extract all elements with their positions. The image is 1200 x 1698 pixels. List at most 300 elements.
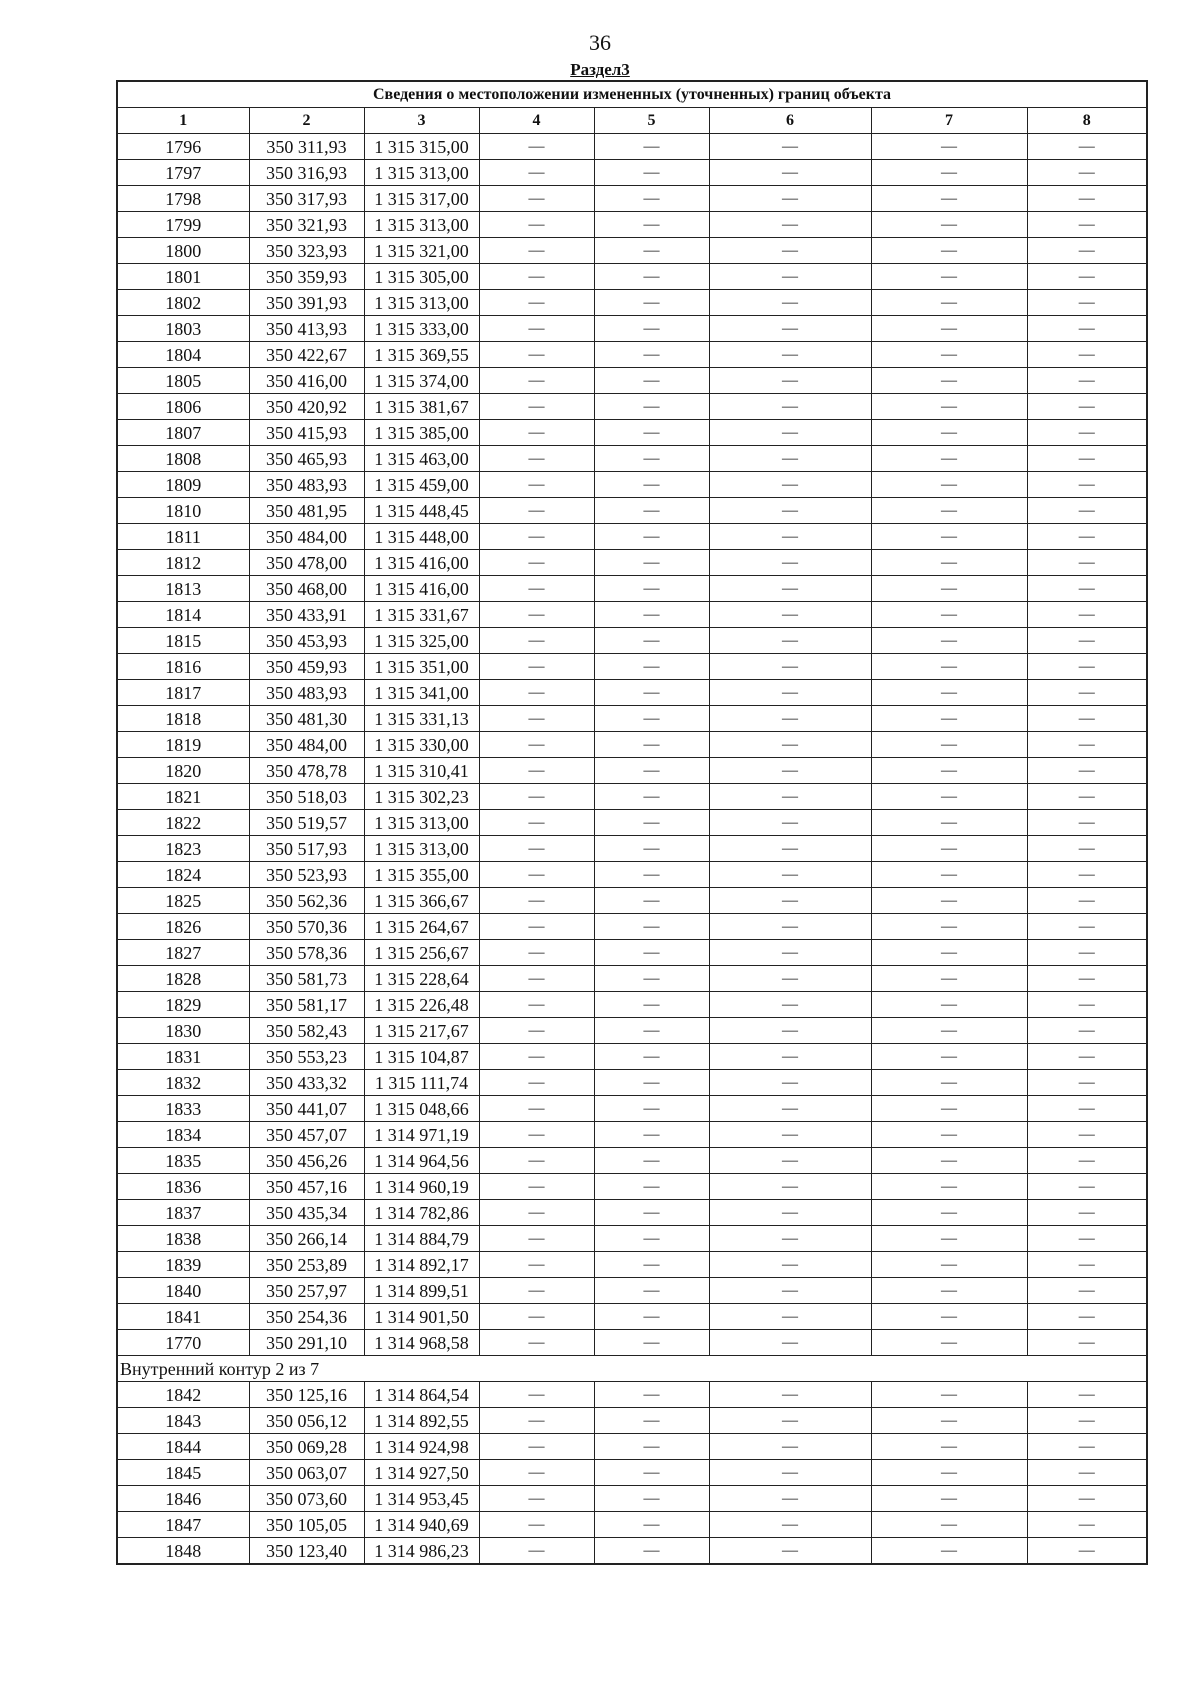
x-coordinate-cell: 350 056,12 — [249, 1408, 364, 1434]
dash-cell: — — [479, 550, 594, 576]
dash-cell: — — [1027, 1148, 1147, 1174]
point-number-cell: 1819 — [117, 732, 249, 758]
dash-cell: — — [709, 186, 871, 212]
dash-cell: — — [1027, 342, 1147, 368]
dash-cell: — — [594, 1044, 709, 1070]
point-number-cell: 1797 — [117, 160, 249, 186]
table-row — [117, 524, 1147, 550]
dash-cell: — — [479, 1070, 594, 1096]
dash-cell: — — [594, 290, 709, 316]
dash-cell: — — [871, 368, 1027, 394]
point-number-cell: 1848 — [117, 1538, 249, 1565]
x-coordinate-cell: 350 478,78 — [249, 758, 364, 784]
dash-cell: — — [871, 966, 1027, 992]
dash-cell: — — [594, 446, 709, 472]
x-coordinate-cell: 350 484,00 — [249, 524, 364, 550]
dash-cell: — — [1027, 888, 1147, 914]
inner-contour-subheading: Внутренний контур 2 из 7 — [117, 1356, 1147, 1382]
dash-cell: — — [594, 888, 709, 914]
x-coordinate-cell: 350 422,67 — [249, 342, 364, 368]
point-number-cell: 1829 — [117, 992, 249, 1018]
dash-cell: — — [594, 420, 709, 446]
dash-cell: — — [871, 888, 1027, 914]
dash-cell: — — [1027, 706, 1147, 732]
x-coordinate-cell: 350 581,73 — [249, 966, 364, 992]
dash-cell: — — [709, 758, 871, 784]
dash-cell: — — [709, 784, 871, 810]
dash-cell: — — [479, 1460, 594, 1486]
dash-cell: — — [1027, 472, 1147, 498]
x-coordinate-cell: 350 457,16 — [249, 1174, 364, 1200]
dash-cell: — — [479, 212, 594, 238]
point-number-cell: 1824 — [117, 862, 249, 888]
column-header-1: 1 — [117, 108, 249, 134]
dash-cell: — — [871, 1018, 1027, 1044]
dash-cell: — — [1027, 238, 1147, 264]
dash-cell: — — [479, 316, 594, 342]
table-row — [117, 1486, 1147, 1512]
table-row — [117, 1278, 1147, 1304]
y-coordinate-cell: 1 315 313,00 — [364, 290, 479, 316]
point-number-cell: 1810 — [117, 498, 249, 524]
point-number-cell: 1816 — [117, 654, 249, 680]
dash-cell: — — [709, 914, 871, 940]
table-row — [117, 1122, 1147, 1148]
point-number-cell: 1815 — [117, 628, 249, 654]
point-number-cell: 1806 — [117, 394, 249, 420]
dash-cell: — — [1027, 966, 1147, 992]
x-coordinate-cell: 350 069,28 — [249, 1434, 364, 1460]
dash-cell: — — [479, 862, 594, 888]
dash-cell: — — [479, 992, 594, 1018]
y-coordinate-cell: 1 315 302,23 — [364, 784, 479, 810]
dash-cell: — — [479, 836, 594, 862]
dash-cell: — — [479, 472, 594, 498]
x-coordinate-cell: 350 359,93 — [249, 264, 364, 290]
dash-cell: — — [709, 732, 871, 758]
dash-cell: — — [709, 1200, 871, 1226]
dash-cell: — — [709, 134, 871, 160]
dash-cell: — — [479, 576, 594, 602]
point-number-cell: 1837 — [117, 1200, 249, 1226]
point-number-cell: 1841 — [117, 1304, 249, 1330]
dash-cell: — — [709, 1070, 871, 1096]
dash-cell: — — [709, 576, 871, 602]
dash-cell: — — [479, 602, 594, 628]
dash-cell: — — [1027, 680, 1147, 706]
x-coordinate-cell: 350 517,93 — [249, 836, 364, 862]
point-number-cell: 1804 — [117, 342, 249, 368]
dash-cell: — — [871, 784, 1027, 810]
table-row — [117, 1252, 1147, 1278]
dash-cell: — — [479, 1486, 594, 1512]
dash-cell: — — [479, 628, 594, 654]
x-coordinate-cell: 350 257,97 — [249, 1278, 364, 1304]
table-row — [117, 1330, 1147, 1356]
table-row — [117, 550, 1147, 576]
dash-cell: — — [709, 888, 871, 914]
dash-cell: — — [1027, 940, 1147, 966]
dash-cell: — — [709, 264, 871, 290]
x-coordinate-cell: 350 123,40 — [249, 1538, 364, 1565]
dash-cell: — — [594, 862, 709, 888]
point-number-cell: 1842 — [117, 1382, 249, 1408]
table-row — [117, 1070, 1147, 1096]
dash-cell: — — [709, 498, 871, 524]
point-number-cell: 1831 — [117, 1044, 249, 1070]
dash-cell: — — [479, 368, 594, 394]
table-row — [117, 420, 1147, 446]
point-number-cell: 1796 — [117, 134, 249, 160]
dash-cell: — — [479, 784, 594, 810]
dash-cell: — — [594, 1070, 709, 1096]
dash-cell: — — [479, 914, 594, 940]
x-coordinate-cell: 350 316,93 — [249, 160, 364, 186]
x-coordinate-cell: 350 562,36 — [249, 888, 364, 914]
table-row — [117, 1018, 1147, 1044]
point-number-cell: 1801 — [117, 264, 249, 290]
dash-cell: — — [709, 680, 871, 706]
dash-cell: — — [594, 628, 709, 654]
x-coordinate-cell: 350 441,07 — [249, 1096, 364, 1122]
dash-cell: — — [594, 784, 709, 810]
table-caption: Сведения о местоположении измененных (уточненных) границ объекта — [117, 81, 1147, 108]
point-number-cell: 1836 — [117, 1174, 249, 1200]
dash-cell: — — [479, 1434, 594, 1460]
dash-cell: — — [594, 186, 709, 212]
dash-cell: — — [1027, 758, 1147, 784]
dash-cell: — — [709, 1460, 871, 1486]
point-number-cell: 1811 — [117, 524, 249, 550]
y-coordinate-cell: 1 315 313,00 — [364, 836, 479, 862]
x-coordinate-cell: 350 391,93 — [249, 290, 364, 316]
dash-cell: — — [594, 1434, 709, 1460]
dash-cell: — — [871, 576, 1027, 602]
x-coordinate-cell: 350 578,36 — [249, 940, 364, 966]
dash-cell: — — [1027, 1200, 1147, 1226]
dash-cell: — — [479, 290, 594, 316]
column-header-5: 5 — [594, 108, 709, 134]
table-body-main — [117, 134, 1147, 1356]
x-coordinate-cell: 350 468,00 — [249, 576, 364, 602]
dash-cell: — — [479, 264, 594, 290]
dash-cell: — — [594, 524, 709, 550]
x-coordinate-cell: 350 453,93 — [249, 628, 364, 654]
dash-cell: — — [709, 368, 871, 394]
column-header-4: 4 — [479, 108, 594, 134]
dash-cell: — — [1027, 498, 1147, 524]
point-number-cell: 1802 — [117, 290, 249, 316]
dash-cell: — — [594, 1148, 709, 1174]
x-coordinate-cell: 350 484,00 — [249, 732, 364, 758]
table-row — [117, 394, 1147, 420]
y-coordinate-cell: 1 315 366,67 — [364, 888, 479, 914]
table-body-inner-contour — [117, 1382, 1147, 1565]
x-coordinate-cell: 350 481,30 — [249, 706, 364, 732]
y-coordinate-cell: 1 314 986,23 — [364, 1538, 479, 1565]
dash-cell: — — [594, 160, 709, 186]
dash-cell: — — [709, 1538, 871, 1565]
x-coordinate-cell: 350 416,00 — [249, 368, 364, 394]
dash-cell: — — [871, 992, 1027, 1018]
dash-cell: — — [871, 238, 1027, 264]
dash-cell: — — [709, 212, 871, 238]
table-row — [117, 1434, 1147, 1460]
dash-cell: — — [479, 680, 594, 706]
x-coordinate-cell: 350 254,36 — [249, 1304, 364, 1330]
dash-cell: — — [871, 1200, 1027, 1226]
dash-cell: — — [479, 1226, 594, 1252]
x-coordinate-cell: 350 581,17 — [249, 992, 364, 1018]
dash-cell: — — [1027, 186, 1147, 212]
column-header-2: 2 — [249, 108, 364, 134]
column-header-row — [117, 108, 1147, 134]
x-coordinate-cell: 350 253,89 — [249, 1252, 364, 1278]
dash-cell: — — [709, 602, 871, 628]
column-header-3: 3 — [364, 108, 479, 134]
dash-cell: — — [479, 1252, 594, 1278]
dash-cell: — — [594, 134, 709, 160]
dash-cell: — — [709, 1226, 871, 1252]
dash-cell: — — [709, 1018, 871, 1044]
dash-cell: — — [479, 1200, 594, 1226]
point-number-cell: 1835 — [117, 1148, 249, 1174]
y-coordinate-cell: 1 314 782,86 — [364, 1200, 479, 1226]
dash-cell: — — [1027, 264, 1147, 290]
y-coordinate-cell: 1 314 940,69 — [364, 1512, 479, 1538]
dash-cell: — — [1027, 810, 1147, 836]
y-coordinate-cell: 1 315 228,64 — [364, 966, 479, 992]
dash-cell: — — [594, 1408, 709, 1434]
dash-cell: — — [709, 862, 871, 888]
point-number-cell: 1839 — [117, 1252, 249, 1278]
dash-cell: — — [871, 628, 1027, 654]
y-coordinate-cell: 1 314 892,55 — [364, 1408, 479, 1434]
dash-cell: — — [871, 758, 1027, 784]
x-coordinate-cell: 350 073,60 — [249, 1486, 364, 1512]
dash-cell: — — [479, 420, 594, 446]
dash-cell: — — [1027, 914, 1147, 940]
dash-cell: — — [594, 316, 709, 342]
y-coordinate-cell: 1 315 459,00 — [364, 472, 479, 498]
dash-cell: — — [1027, 446, 1147, 472]
dash-cell: — — [594, 498, 709, 524]
dash-cell: — — [871, 1226, 1027, 1252]
y-coordinate-cell: 1 315 355,00 — [364, 862, 479, 888]
x-coordinate-cell: 350 456,26 — [249, 1148, 364, 1174]
dash-cell: — — [1027, 1070, 1147, 1096]
dash-cell: — — [594, 992, 709, 1018]
dash-cell: — — [1027, 160, 1147, 186]
dash-cell: — — [871, 706, 1027, 732]
dash-cell: — — [1027, 1486, 1147, 1512]
dash-cell: — — [709, 966, 871, 992]
y-coordinate-cell: 1 315 463,00 — [364, 446, 479, 472]
table-row — [117, 1304, 1147, 1330]
dash-cell: — — [479, 1330, 594, 1356]
dash-cell: — — [709, 1122, 871, 1148]
table-row — [117, 1226, 1147, 1252]
point-number-cell: 1845 — [117, 1460, 249, 1486]
dash-cell: — — [1027, 1018, 1147, 1044]
table-row — [117, 966, 1147, 992]
table-row — [117, 368, 1147, 394]
dash-cell: — — [479, 1304, 594, 1330]
dash-cell: — — [1027, 316, 1147, 342]
dash-cell: — — [594, 1382, 709, 1408]
dash-cell: — — [871, 1434, 1027, 1460]
dash-cell: — — [871, 1538, 1027, 1565]
dash-cell: — — [709, 1174, 871, 1200]
dash-cell: — — [479, 706, 594, 732]
point-number-cell: 1820 — [117, 758, 249, 784]
dash-cell: — — [479, 654, 594, 680]
table-row — [117, 680, 1147, 706]
table-row — [117, 264, 1147, 290]
x-coordinate-cell: 350 125,16 — [249, 1382, 364, 1408]
table-row — [117, 758, 1147, 784]
y-coordinate-cell: 1 314 953,45 — [364, 1486, 479, 1512]
table-row — [117, 238, 1147, 264]
y-coordinate-cell: 1 315 317,00 — [364, 186, 479, 212]
table-row — [117, 862, 1147, 888]
table-row — [117, 1174, 1147, 1200]
table-row — [117, 342, 1147, 368]
point-number-cell: 1817 — [117, 680, 249, 706]
dash-cell: — — [1027, 1226, 1147, 1252]
dash-cell: — — [709, 394, 871, 420]
y-coordinate-cell: 1 314 884,79 — [364, 1226, 479, 1252]
dash-cell: — — [1027, 654, 1147, 680]
dash-cell: — — [709, 1434, 871, 1460]
dash-cell: — — [479, 446, 594, 472]
dash-cell: — — [594, 368, 709, 394]
table-row — [117, 784, 1147, 810]
dash-cell: — — [479, 160, 594, 186]
dash-cell: — — [594, 1330, 709, 1356]
dash-cell: — — [594, 1174, 709, 1200]
dash-cell: — — [1027, 1460, 1147, 1486]
dash-cell: — — [1027, 862, 1147, 888]
point-number-cell: 1805 — [117, 368, 249, 394]
dash-cell: — — [479, 1122, 594, 1148]
dash-cell: — — [1027, 290, 1147, 316]
column-header-8: 8 — [1027, 108, 1147, 134]
point-number-cell: 1832 — [117, 1070, 249, 1096]
y-coordinate-cell: 1 314 864,54 — [364, 1382, 479, 1408]
dash-cell: — — [871, 1460, 1027, 1486]
y-coordinate-cell: 1 315 351,00 — [364, 654, 479, 680]
table-body-subheading — [117, 1356, 1147, 1382]
dash-cell: — — [871, 940, 1027, 966]
y-coordinate-cell: 1 314 924,98 — [364, 1434, 479, 1460]
y-coordinate-cell: 1 315 321,00 — [364, 238, 479, 264]
y-coordinate-cell: 1 315 341,00 — [364, 680, 479, 706]
dash-cell: — — [1027, 576, 1147, 602]
y-coordinate-cell: 1 315 330,00 — [364, 732, 479, 758]
dash-cell: — — [709, 836, 871, 862]
dash-cell: — — [1027, 628, 1147, 654]
dash-cell: — — [1027, 524, 1147, 550]
y-coordinate-cell: 1 315 226,48 — [364, 992, 479, 1018]
dash-cell: — — [479, 1512, 594, 1538]
y-coordinate-cell: 1 315 048,66 — [364, 1096, 479, 1122]
y-coordinate-cell: 1 315 256,67 — [364, 940, 479, 966]
dash-cell: — — [1027, 550, 1147, 576]
table-row — [117, 1538, 1147, 1565]
dash-cell: — — [1027, 992, 1147, 1018]
dash-cell: — — [709, 654, 871, 680]
dash-cell: — — [709, 1278, 871, 1304]
dash-cell: — — [594, 1486, 709, 1512]
x-coordinate-cell: 350 266,14 — [249, 1226, 364, 1252]
y-coordinate-cell: 1 314 901,50 — [364, 1304, 479, 1330]
dash-cell: — — [594, 758, 709, 784]
point-number-cell: 1827 — [117, 940, 249, 966]
dash-cell: — — [709, 1304, 871, 1330]
y-coordinate-cell: 1 315 448,00 — [364, 524, 479, 550]
dash-cell: — — [709, 1486, 871, 1512]
x-coordinate-cell: 350 457,07 — [249, 1122, 364, 1148]
dash-cell: — — [594, 810, 709, 836]
y-coordinate-cell: 1 315 416,00 — [364, 576, 479, 602]
dash-cell: — — [1027, 1330, 1147, 1356]
dash-cell: — — [1027, 420, 1147, 446]
table-row — [117, 446, 1147, 472]
dash-cell: — — [594, 342, 709, 368]
page-number: 36 — [589, 30, 611, 55]
dash-cell: — — [871, 264, 1027, 290]
y-coordinate-cell: 1 315 331,13 — [364, 706, 479, 732]
dash-cell: — — [871, 1512, 1027, 1538]
dash-cell: — — [709, 550, 871, 576]
point-number-cell: 1838 — [117, 1226, 249, 1252]
dash-cell: — — [594, 654, 709, 680]
y-coordinate-cell: 1 315 313,00 — [364, 810, 479, 836]
dash-cell: — — [479, 238, 594, 264]
dash-cell: — — [594, 1122, 709, 1148]
dash-cell: — — [1027, 1382, 1147, 1408]
y-coordinate-cell: 1 314 899,51 — [364, 1278, 479, 1304]
dash-cell: — — [479, 888, 594, 914]
point-number-cell: 1843 — [117, 1408, 249, 1434]
y-coordinate-cell: 1 315 325,00 — [364, 628, 479, 654]
table-row — [117, 602, 1147, 628]
dash-cell: — — [871, 316, 1027, 342]
point-number-cell: 1823 — [117, 836, 249, 862]
dash-cell: — — [871, 550, 1027, 576]
dash-cell: — — [871, 212, 1027, 238]
dash-cell: — — [479, 1278, 594, 1304]
dash-cell: — — [479, 498, 594, 524]
dash-cell: — — [709, 472, 871, 498]
dash-cell: — — [1027, 212, 1147, 238]
dash-cell: — — [594, 472, 709, 498]
table-row — [117, 888, 1147, 914]
dash-cell: — — [594, 1096, 709, 1122]
dash-cell: — — [871, 498, 1027, 524]
subheading-row — [117, 1356, 1147, 1382]
table-row — [117, 628, 1147, 654]
dash-cell: — — [594, 966, 709, 992]
dash-cell: — — [594, 1278, 709, 1304]
point-number-cell: 1840 — [117, 1278, 249, 1304]
point-number-cell: 1818 — [117, 706, 249, 732]
table-row — [117, 472, 1147, 498]
x-coordinate-cell: 350 317,93 — [249, 186, 364, 212]
dash-cell: — — [1027, 394, 1147, 420]
dash-cell: — — [871, 134, 1027, 160]
